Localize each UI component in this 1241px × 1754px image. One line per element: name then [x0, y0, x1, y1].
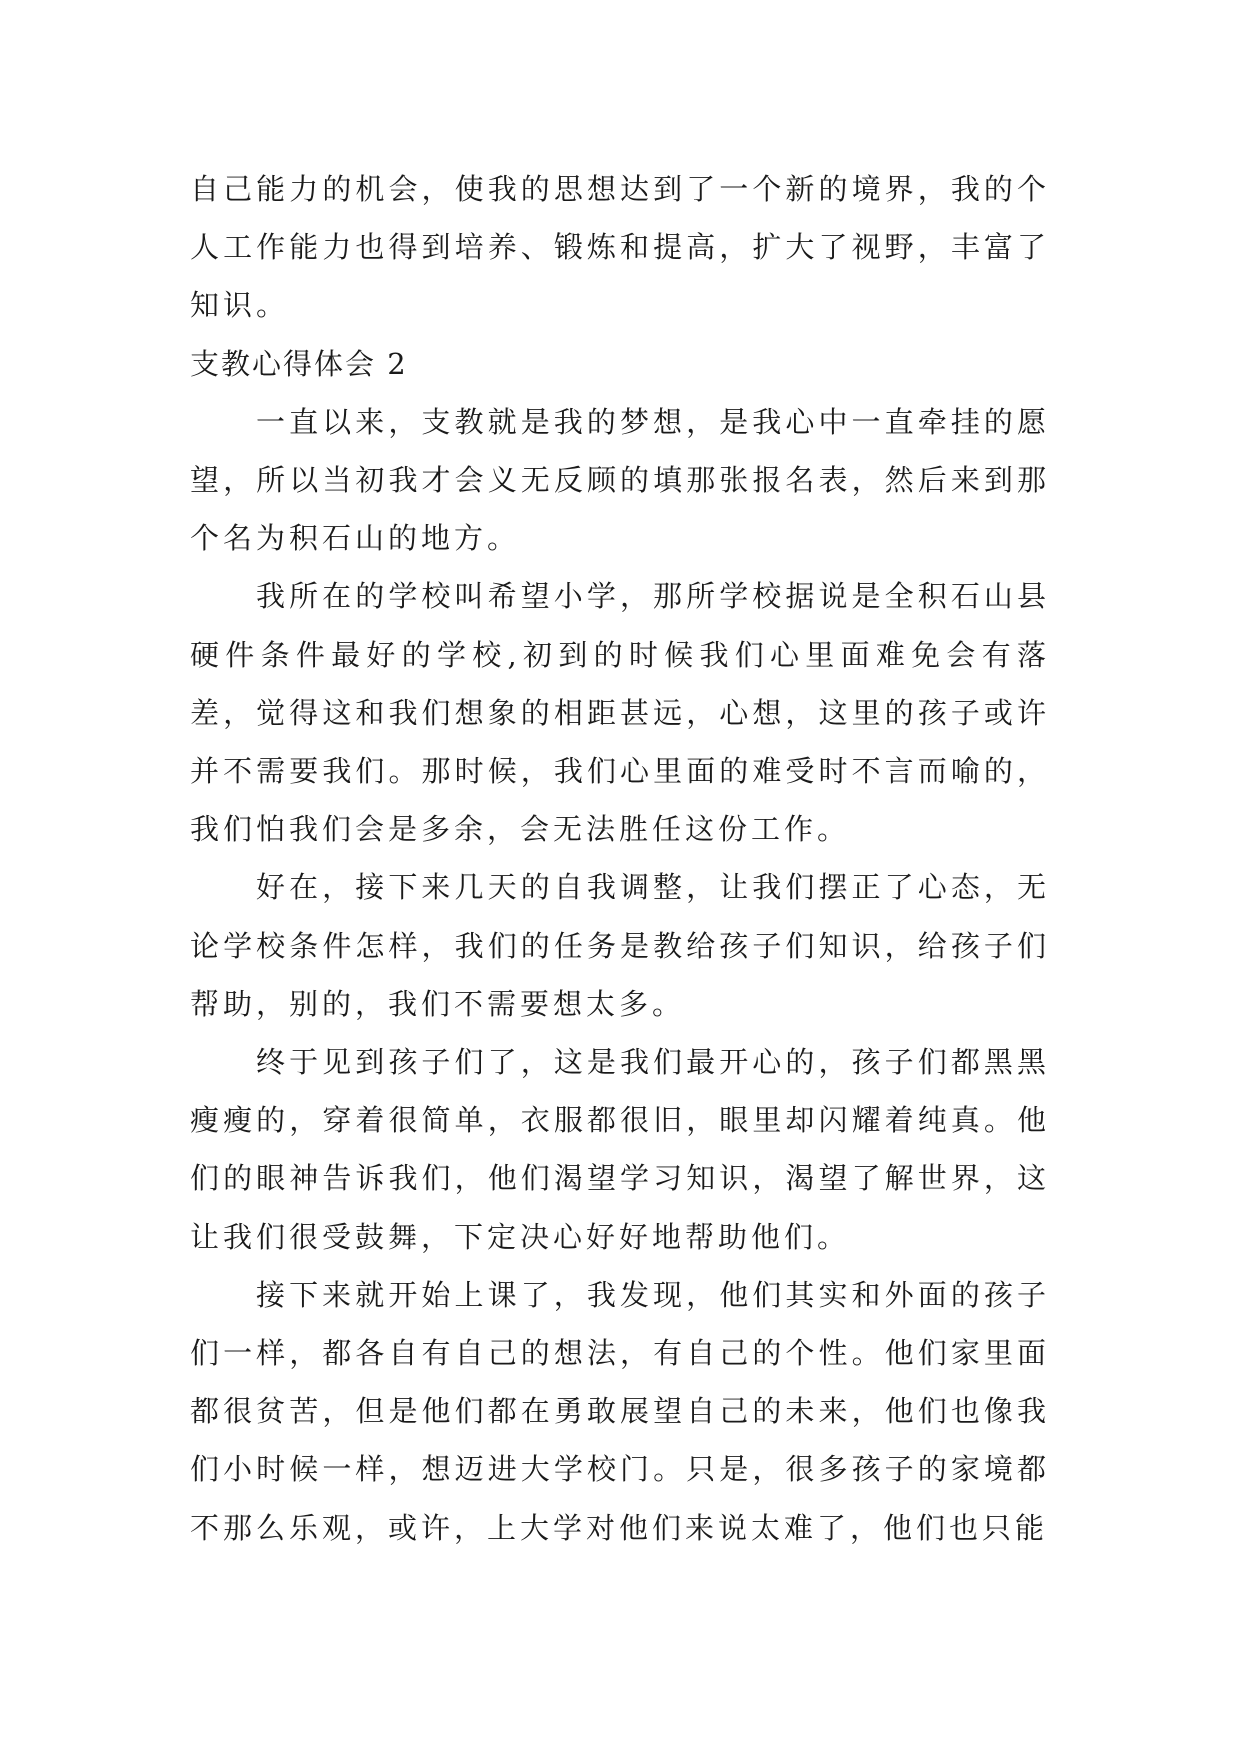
- section-heading: 支教心得体会 2: [190, 346, 408, 381]
- paragraph-dream: 一直以来，支教就是我的梦想，是我心中一直牵挂的愿望，所以当初我才会义无反顾的填那张报名表，然后来到那个名为积石山的地方。: [190, 404, 1050, 556]
- paragraph-school: 我所在的学校叫希望小学，那所学校据说是全积石山县硬件条件最好的学校,初到的时候我们心里面难免会有落差，觉得这和我们想象的相距甚远，心想，这里的孩子或许并不需要我们。那时候，我们心里面的难受时不言而喻的，我们怕我们会是多余，会无法胜任这份工作。: [190, 579, 1050, 847]
- paragraph-classes: 接下来就开始上课了，我发现，他们其实和外面的孩子们一样，都各自有自己的想法，有自己的个性。他们家里面都很贫苦，但是他们都在勇敢展望自己的未来，他们也像我们小时候一样，想迈进大学校门。只是，很多孩子的家境都不那么乐观，或许，上大学对他们来说太难了，他们也只能: [190, 1277, 1050, 1545]
- paragraph-adjustment: 好在，接下来几天的自我调整，让我们摆正了心态，无论学校条件怎样，我们的任务是教给孩子们知识，给孩子们帮助，别的，我们不需要想太多。: [190, 870, 1050, 1021]
- document-body: [190, 160, 1050, 1557]
- paragraph-children: 终于见到孩子们了，这是我们最开心的，孩子们都黑黑瘦瘦的，穿着很简单，衣服都很旧，眼里却闪耀着纯真。他们的眼神告诉我们，他们渴望学习知识，渴望了解世界，这让我们很受鼓舞，下定决心好好地帮助他们。: [190, 1045, 1050, 1254]
- paragraph-continued: 自己能力的机会，使我的思想达到了一个新的境界，我的个人工作能力也得到培养、锻炼和提高，扩大了视野，丰富了知识。: [190, 172, 1050, 323]
